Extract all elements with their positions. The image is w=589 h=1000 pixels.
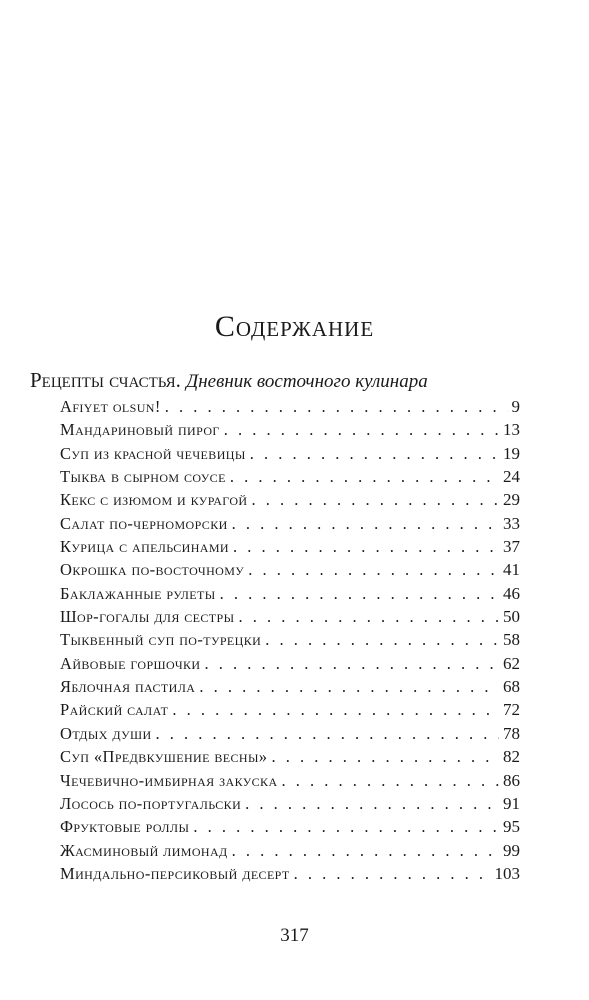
toc-entry[interactable] <box>60 535 520 558</box>
dot-leader <box>193 815 499 838</box>
toc-entry-title: Райский салат <box>60 700 169 720</box>
dot-leader <box>251 488 499 511</box>
toc-entry-page: 19 <box>503 443 520 463</box>
toc-entry-title: Отдых души <box>60 723 152 743</box>
toc-entry-page: 82 <box>503 747 520 767</box>
toc-entry-page: 29 <box>503 490 520 510</box>
toc-entry-page: 58 <box>503 630 520 650</box>
dot-leader <box>224 418 499 441</box>
toc-entry[interactable] <box>60 558 520 581</box>
toc-entry[interactable] <box>60 675 520 698</box>
toc-entry-title: Тыквенный суп по-турецки <box>60 630 262 650</box>
dot-leader <box>220 582 499 605</box>
toc-entry-page: 72 <box>503 700 520 720</box>
dot-leader <box>238 605 499 628</box>
toc-entry-title: Суп «Предвкушение весны» <box>60 747 268 767</box>
section-heading <box>30 368 550 393</box>
toc-entry-page: 78 <box>503 723 520 743</box>
page-title: Содержание <box>214 310 375 343</box>
toc-entry-page: 33 <box>503 513 520 533</box>
toc-entry[interactable] <box>60 792 520 815</box>
toc-entry-page: 99 <box>503 840 520 860</box>
toc-entry-title: Лосось по-португальски <box>60 793 242 813</box>
toc-entry-title: Шор-гогалы для сестры <box>60 607 235 627</box>
toc-entry[interactable] <box>60 395 520 418</box>
toc-entry[interactable] <box>60 605 520 628</box>
dot-leader <box>265 628 499 651</box>
toc-entry-title: Тыква в сырном соусе <box>60 467 226 487</box>
toc-entry-title: Afiyet olsun! <box>60 397 161 416</box>
toc-entry[interactable] <box>60 652 520 675</box>
toc-entry-page: 46 <box>503 583 520 603</box>
section-subtitle: Дневник восточного кулинара <box>186 371 428 392</box>
toc-entry-title: Окрошка по-восточному <box>60 560 245 580</box>
dot-leader <box>230 465 499 488</box>
dot-leader <box>165 395 508 418</box>
toc-entry[interactable] <box>60 488 520 511</box>
toc-entry-title: Яблочная пастила <box>60 677 196 697</box>
dot-leader <box>294 862 491 885</box>
dot-leader <box>245 792 499 815</box>
dot-leader <box>232 512 499 535</box>
dot-leader <box>205 652 500 675</box>
toc-entry-page: 68 <box>503 677 520 697</box>
toc-entry-page: 41 <box>503 560 520 580</box>
toc-entry-title: Чечевично-имбирная закуска <box>60 770 278 790</box>
dot-leader <box>248 558 499 581</box>
toc-entry-page: 9 <box>511 397 520 416</box>
section-name: Рецепты счастья. <box>30 368 181 392</box>
toc-entry[interactable] <box>60 745 520 768</box>
toc-entry[interactable] <box>60 465 520 488</box>
toc-entry-page: 95 <box>503 817 520 837</box>
toc-entry-title: Мандариновый пирог <box>60 420 220 440</box>
toc-entry[interactable] <box>60 698 520 721</box>
toc-entry[interactable] <box>60 582 520 605</box>
dot-leader <box>199 675 499 698</box>
dot-leader <box>156 722 499 745</box>
toc-entry-title: Кекс с изюмом и курагой <box>60 490 248 510</box>
toc-entry-page: 91 <box>503 793 520 813</box>
toc-entry-title: Салат по-черноморски <box>60 513 228 533</box>
page-number: 317 <box>280 925 309 946</box>
toc-entry-title: Суп из красной чечевицы <box>60 443 246 463</box>
toc-entry-title: Жасминовый лимонад <box>60 840 228 860</box>
toc-entry[interactable] <box>60 442 520 465</box>
toc-entry-page: 13 <box>503 420 520 440</box>
toc-entry[interactable] <box>60 862 520 885</box>
toc-entry-page: 103 <box>494 863 520 883</box>
toc-entry[interactable] <box>60 815 520 838</box>
table-of-contents <box>60 395 520 885</box>
dot-leader <box>271 745 499 768</box>
dot-leader <box>233 535 499 558</box>
toc-entry-page: 50 <box>503 607 520 627</box>
toc-entry-page: 24 <box>503 467 520 487</box>
toc-entry[interactable] <box>60 628 520 651</box>
dot-leader <box>282 769 499 792</box>
dot-leader <box>250 442 499 465</box>
toc-entry-page: 37 <box>503 537 520 557</box>
toc-entry[interactable] <box>60 418 520 441</box>
toc-entry[interactable] <box>60 839 520 862</box>
toc-entry-title: Айвовые горшочки <box>60 653 201 673</box>
toc-entry-title: Курица с апельсинами <box>60 537 229 557</box>
toc-entry-title: Миндально-персиковый десерт <box>60 863 290 883</box>
dot-leader <box>172 698 499 721</box>
toc-entry[interactable] <box>60 769 520 792</box>
dot-leader <box>232 839 499 862</box>
toc-entry-page: 86 <box>503 770 520 790</box>
toc-entry[interactable] <box>60 722 520 745</box>
toc-entry[interactable] <box>60 512 520 535</box>
toc-entry-title: Баклажанные рулеты <box>60 583 216 603</box>
toc-entry-title: Фруктовые роллы <box>60 817 190 837</box>
toc-entry-page: 62 <box>503 653 520 673</box>
